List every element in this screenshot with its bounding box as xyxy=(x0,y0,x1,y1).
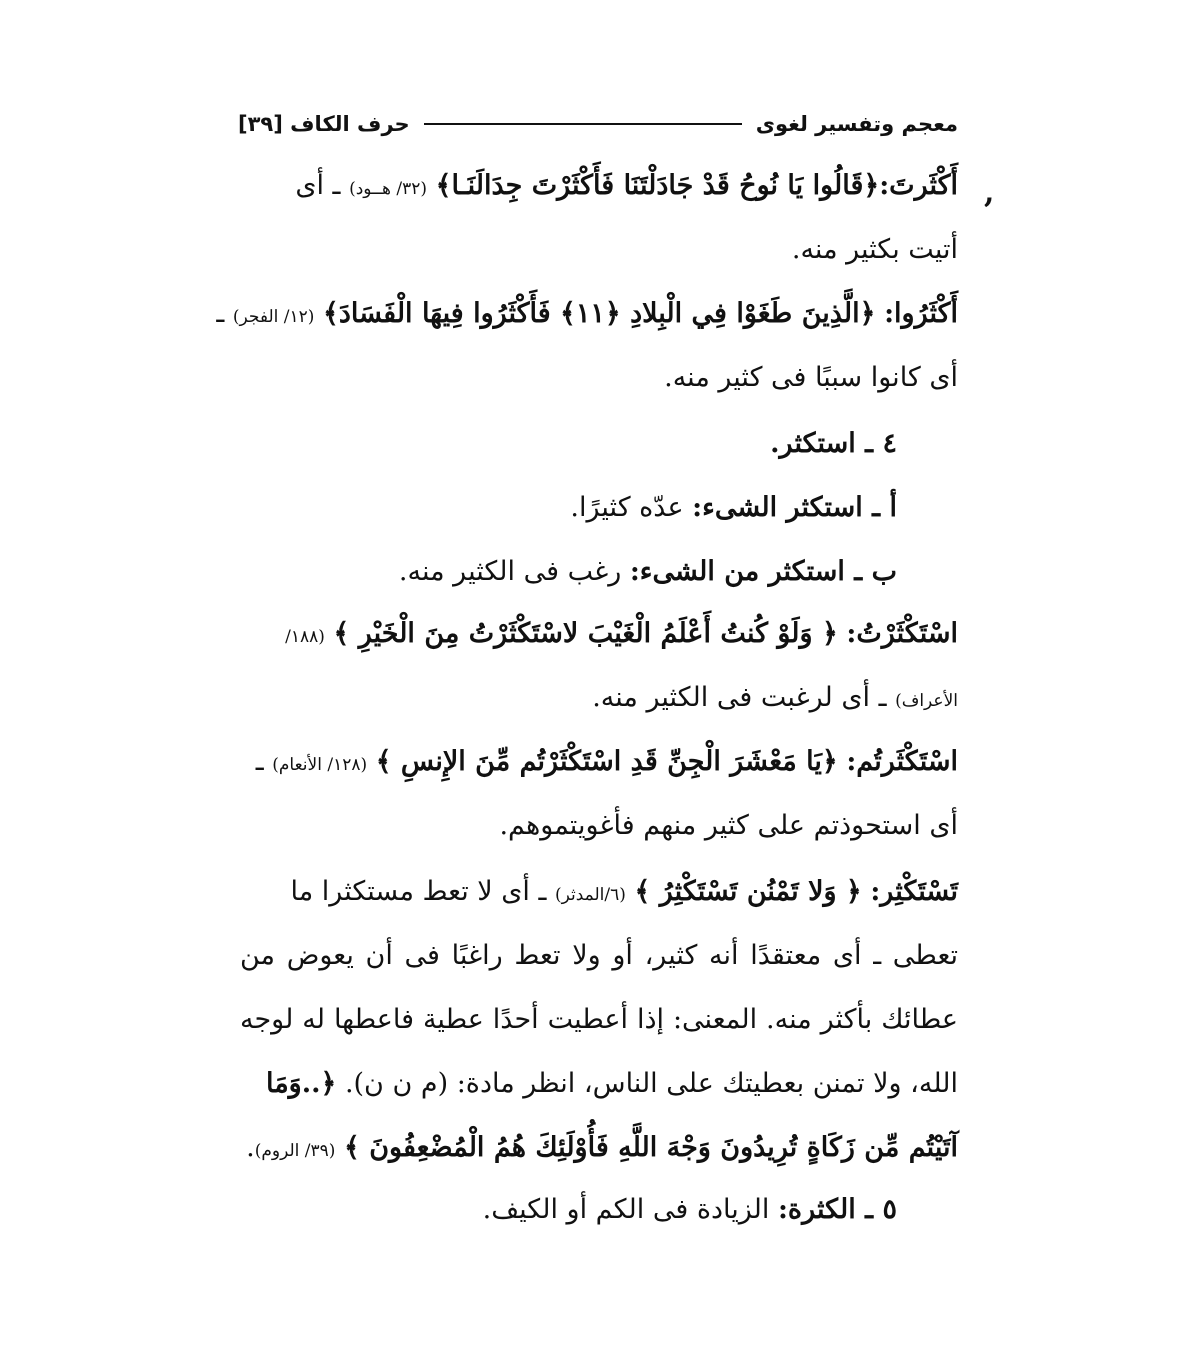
entry-word: ٥ ـ الكثرة: xyxy=(777,1194,897,1225)
entry-line xyxy=(240,488,897,530)
entry-line xyxy=(240,358,958,400)
quran-quote: آتَيْتُم مِّن زَكَاةٍ تُرِيدُونَ وَجْهَ اللَّهِ فَأُوْلَئِكَ هُمُ الْمُضْعِفُونَ ﴾ xyxy=(343,1132,958,1163)
book-title: معجم وتفسير لغوى xyxy=(755,112,958,136)
entry-line xyxy=(240,1000,958,1042)
verse-reference: (١٢٨/ الأنعام) xyxy=(272,755,368,775)
running-header xyxy=(238,108,958,140)
explanation-text: الزيادة فى الكم أو الكيف. xyxy=(482,1194,770,1225)
section-title: حرف الكاف [٣٩] xyxy=(238,112,410,136)
quran-quote: ﴿ وَلا تَمْنُن تَسْتَكْثِرُ ﴾ xyxy=(634,876,862,907)
quran-quote: ﴿يَا مَعْشَرَ الْجِنِّ قَدِ اسْتَكْثَرْتُم مِّنَ الإِنسِ ﴾ xyxy=(375,746,838,777)
verse-reference: الأعراف) xyxy=(895,691,958,711)
entry-line xyxy=(240,678,958,720)
explanation-text: أتيت بكثير منه. xyxy=(791,234,958,265)
explanation-text: . xyxy=(246,1132,255,1163)
entry-word: أَكْثَرُوا: xyxy=(884,298,958,329)
entry-line xyxy=(240,936,958,978)
entry-line xyxy=(240,552,897,594)
explanation-text: ـ أى لا تعط مستكثرا ما xyxy=(290,876,547,907)
verse-reference: (١٨٨/ xyxy=(285,627,325,647)
explanation-text: الله، ولا تمنن بعطيتك على الناس، انظر مادة: (م ن ن). xyxy=(344,1068,958,1099)
entry-word: تَسْتَكْثِر: xyxy=(870,876,958,907)
entry-line xyxy=(216,294,958,336)
entry-line xyxy=(240,1190,897,1232)
header-rule xyxy=(424,123,742,125)
explanation-text: ـ xyxy=(216,298,225,329)
explanation-text: ـ أى لرغبت فى الكثير منه. xyxy=(592,682,887,713)
verse-reference: (٣٩/ الروم) xyxy=(254,1141,336,1161)
quran-quote: ﴿الَّذِينَ طَغَوْا فِي الْبِلادِ ﴿١١﴾ فَأَكْثَرُوا فِيهَا الْفَسَادَ﴾ xyxy=(323,298,876,329)
entry-word: اسْتَكْثَرْتُ: xyxy=(846,618,958,649)
explanation-text: رغب فى الكثير منه. xyxy=(398,556,622,587)
explanation-text: ـ xyxy=(255,746,264,777)
quran-quote: ﴿..وَمَا xyxy=(265,1068,337,1099)
entry-line xyxy=(240,614,958,656)
explanation-text: عطائك بأكثر منه. المعنى: إذا أعطيت أحدًا عطية فاعطها له لوجه xyxy=(240,1004,958,1035)
entry-line xyxy=(240,166,958,208)
quran-quote: ﴿قَالُوا يَا نُوحُ قَدْ جَادَلْتَنَا فَأَكْثَرْتَ جِدَالَنَـا﴾ xyxy=(435,170,880,201)
entry-word: ب ـ استكثر من الشىء: xyxy=(629,556,897,587)
entry-line xyxy=(240,1128,958,1170)
entry-word: أ ـ استكثر الشىء: xyxy=(692,492,897,523)
section-heading: ٤ ـ استكثر. xyxy=(770,428,897,459)
entry-line xyxy=(240,806,958,848)
entry-word: أَكْثَرتَ: xyxy=(879,170,958,201)
verse-reference: (٦/المدثر) xyxy=(555,885,626,905)
entry-line xyxy=(240,742,958,784)
explanation-text: ـ أى xyxy=(295,170,341,201)
entry-word: اسْتَكْثَرتُم: xyxy=(846,746,958,777)
entry-line xyxy=(240,424,897,466)
verse-reference: (٣٢/ هــود) xyxy=(349,179,428,199)
explanation-text: عدّه كثيرًا. xyxy=(570,492,684,523)
explanation-text: تعطى ـ أى معتقدًا أنه كثير، أو ولا تعط راغبًا فى أن يعوض من xyxy=(240,940,958,971)
entry-line xyxy=(240,872,958,914)
entry-line xyxy=(240,1064,958,1106)
explanation-text: أى استحوذتم على كثير منهم فأغويتموهم. xyxy=(499,810,958,841)
verse-reference: (١٢/ الفجر) xyxy=(232,307,315,327)
explanation-text: أى كانوا سببًا فى كثير منه. xyxy=(664,362,958,393)
quran-quote: ﴿ وَلَوْ كُنتُ أَعْلَمُ الْغَيْبَ لاسْتَكْثَرْتُ مِنَ الْخَيْرِ ﴾ xyxy=(333,618,838,649)
margin-mark: , xyxy=(984,175,995,210)
entry-line xyxy=(240,230,958,272)
